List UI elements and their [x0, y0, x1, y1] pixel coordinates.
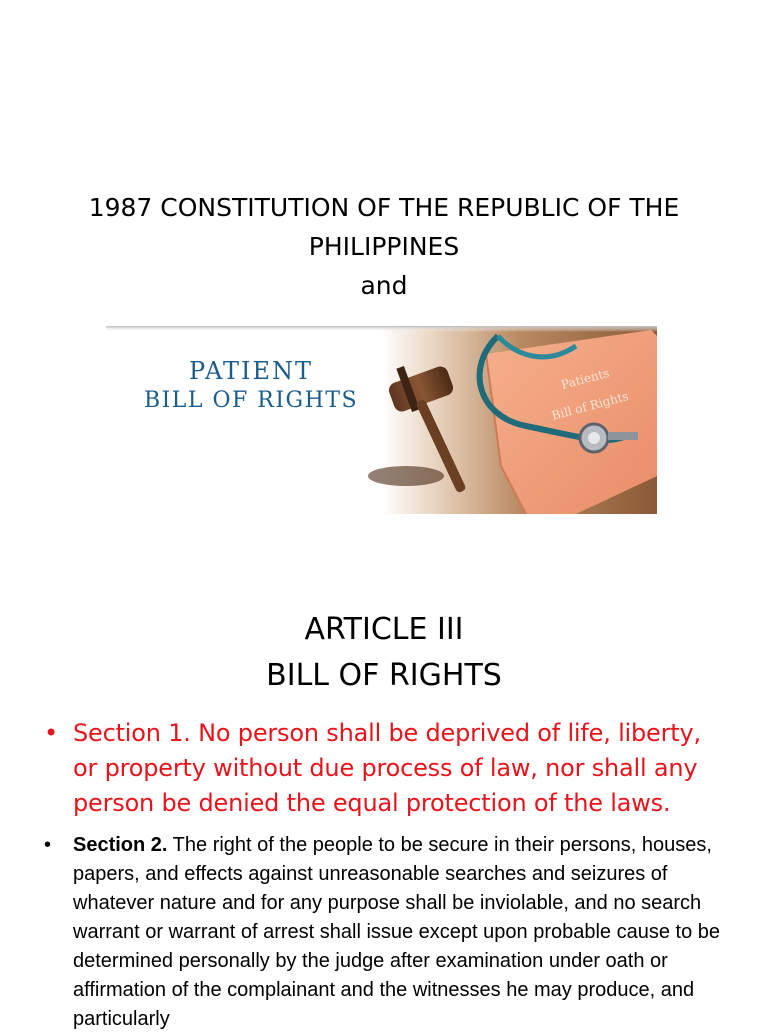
- section-2-heading: Section 2.: [73, 834, 168, 856]
- article-heading-line-2: BILL OF RIGHTS: [266, 658, 502, 693]
- article-heading-line-1: ARTICLE III: [304, 612, 464, 647]
- section-list: [44, 716, 724, 1034]
- banner-caption-line-2: BILL OF RIGHTS: [143, 388, 359, 413]
- title-line-3: and: [360, 271, 408, 300]
- folder-text-line-1: Patients: [559, 365, 611, 392]
- bullet-icon: •: [44, 834, 52, 856]
- title-line-2: PHILIPPINES: [308, 232, 460, 261]
- section-1-text: Section 1. No person shall be deprived of life, liberty, or property without due process of law, nor shall any person be denied the equal protection of the laws.: [73, 719, 701, 817]
- banner-caption-line-1: PATIENT: [189, 357, 313, 385]
- bullet-icon: •: [44, 719, 58, 747]
- section-2-text: The right of the people to be secure in their persons, houses, papers, and effects against unreasonable searches and seizures of whatever nature and for any purpose shall be inviolable, and no search warrant or warrant of arrest shall issue except upon probable cause to be determined personally by the judge after examination under oath or affirmation of the complainant and the witnesses he may produce, and particularly: [73, 834, 721, 1030]
- title-line-1: 1987 CONSTITUTION OF THE REPUBLIC OF THE: [88, 193, 680, 222]
- article-heading: [40, 607, 728, 699]
- folder-text-line-2: Bill of Rights: [550, 388, 630, 423]
- section-1-item: [44, 716, 724, 821]
- document-title: [40, 188, 728, 305]
- patient-bill-of-rights-banner: [106, 326, 657, 514]
- section-2-item: [44, 831, 724, 1034]
